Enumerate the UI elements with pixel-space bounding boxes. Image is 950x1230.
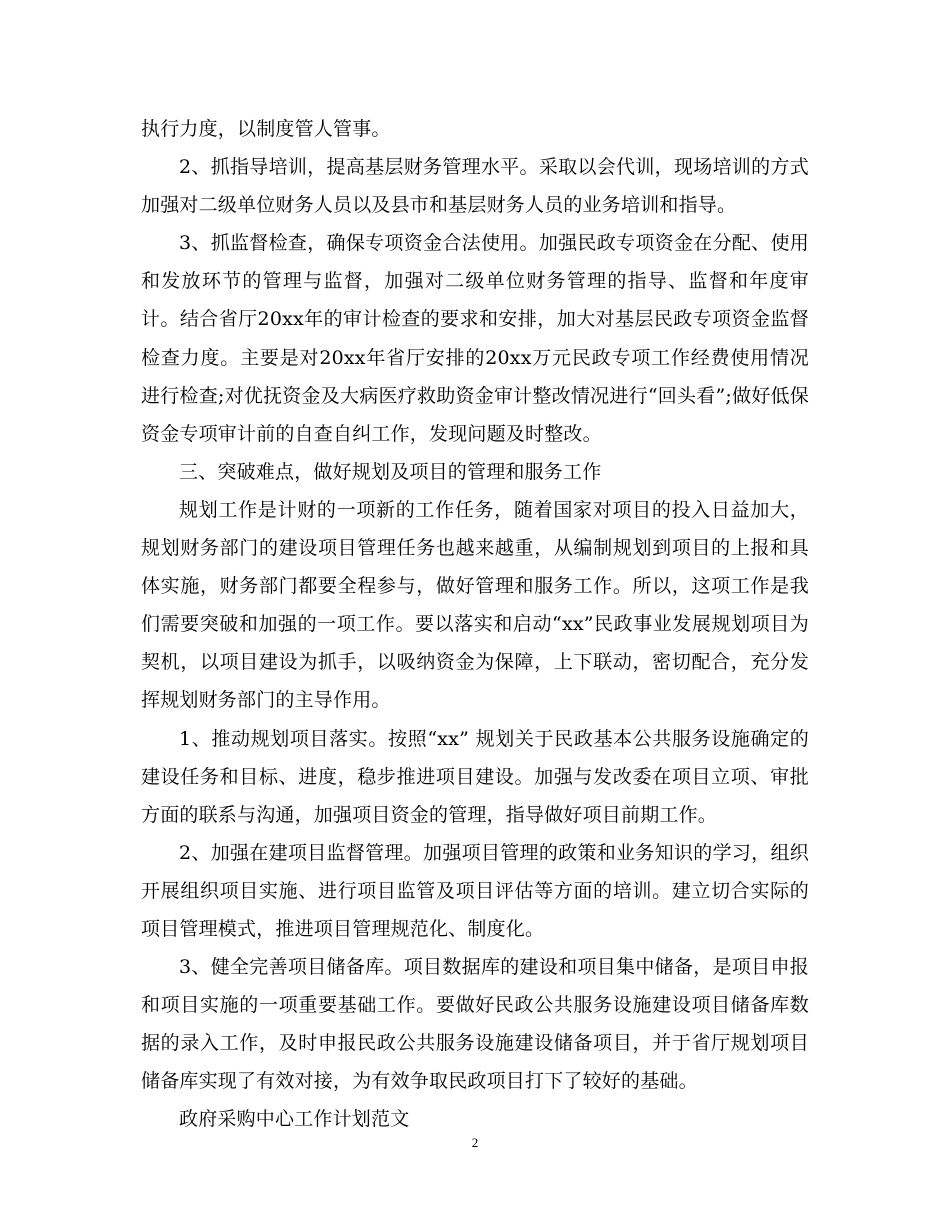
paragraph-planning-intro: 规划工作是计财的一项新的工作任务，随着国家对项目的投入日益加大，规划财务部门的建设项目管理任务也越来越重，从编制规划到项目的上报和具体实施，财务部门都要全程参与，做好管理和服务工作。所以，这项工作是我们需要突破和加强的一项工作。要以落实和启动“xx”民政事业发展规划项目为契机，以项目建设为抓手，以吸纳资金为保障，上下联动，密切配合，充分发挥规划财务部门的主导作用。 <box>141 498 809 712</box>
document-subtitle: 政府采购中心工作计划范文 <box>179 1108 410 1131</box>
paragraph-item-1-implementation: 1、推动规划项目落实。按照“xx” 规划关于民政基本公共服务设施确定的建设任务和目标、进度，稳步推进项目建设。加强与发改委在项目立项、审批方面的联系与沟通，加强项目资金的管理，指导做好项目前期工作。 <box>141 727 809 826</box>
paragraph-item-3-supervision: 3、抓监督检查，确保专项资金合法使用。加强民政专项资金在分配、使用和发放环节的管理与监督，加强对二级单位财务管理的指导、监督和年度审计。结合省厅20xx年的审计检查的要求和安排，加大对基层民政专项资金监督检查力度。主要是对20xx年省厅安排的20xx万元民政专项工作经费使用情况进行检查;对优抚资金及大病医疗救助资金审计整改情况进行“回头看”;做好低保资金专项审计前的自查自纠工作，发现问题及时整改。 <box>141 232 809 445</box>
section-heading-3: 三、突破难点，做好规划及项目的管理和服务工作 <box>179 460 602 483</box>
paragraph-item-2-training: 2、抓指导培训，提高基层财务管理水平。采取以会代训，现场培训的方式加强对二级单位财务人员以及县市和基层财务人员的业务培训和指导。 <box>141 156 809 217</box>
paragraph-item-2-project-supervision: 2、加强在建项目监督管理。加强项目管理的政策和业务知识的学习，组织开展组织项目实施、进行项目监管及项目评估等方面的培训。建立切合实际的项目管理模式，推进项目管理规范化、制度化。 <box>141 841 809 940</box>
document-body <box>141 110 809 1139</box>
paragraph-continuation: 执行力度，以制度管人管事。 <box>141 118 391 140</box>
paragraph-item-3-project-reserve: 3、健全完善项目储备库。项目数据库的建设和项目集中储备，是项目申报和项目实施的一项重要基础工作。要做好民政公共服务设施建设项目储备库数据的录入工作，及时申报民政公共服务设施建设储备项目，并于省厅规划项目储备库实现了有效对接，为有效争取民政项目打下了较好的基础。 <box>141 956 809 1093</box>
page-number: 2 <box>471 1135 479 1150</box>
